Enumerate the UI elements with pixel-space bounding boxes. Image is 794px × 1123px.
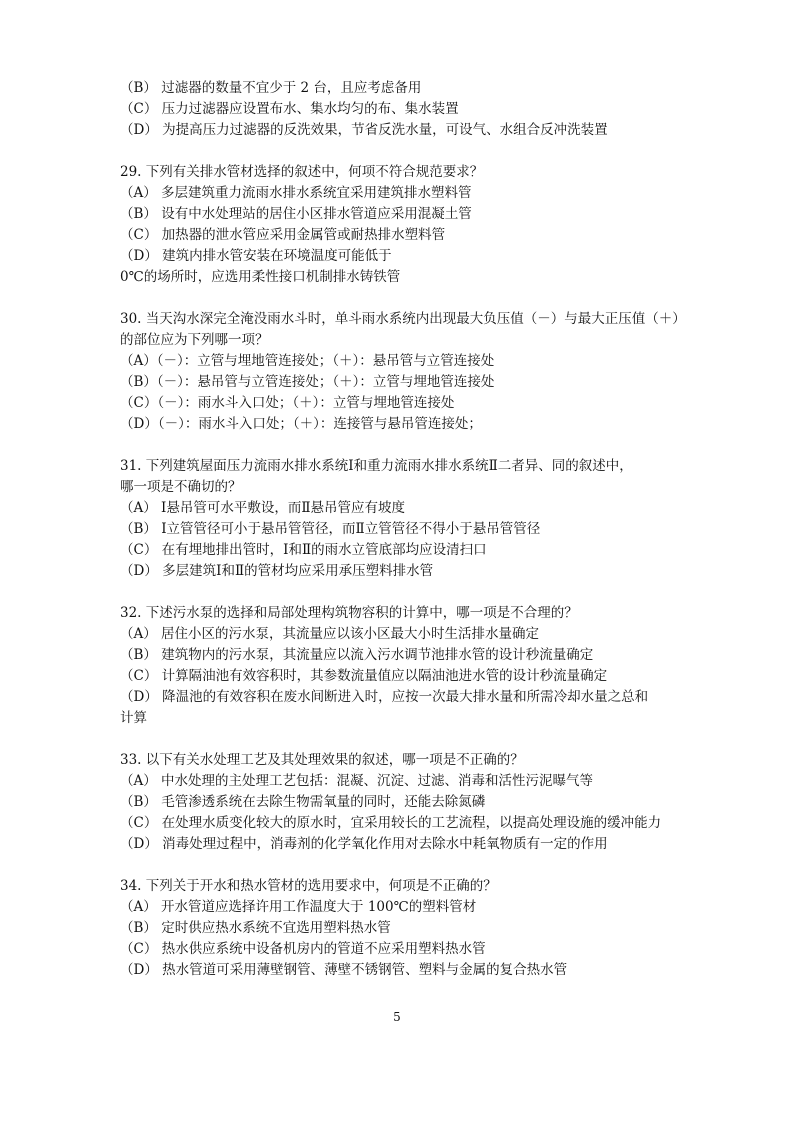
option-line: （D） 多层建筑Ⅰ和Ⅱ的管材均应采用承压塑料排水管 [120, 563, 434, 579]
question-stem: 31. 下列建筑屋面压力流雨水排水系统Ⅰ和重力流雨水排水系统Ⅱ二者异、同的叙述中， [120, 458, 633, 474]
option-line: （D） 为提高压力过滤器的反洗效果，节省反洗水量，可设气、水组合反冲洗装置 [120, 122, 608, 138]
question-30 [120, 309, 686, 435]
option-line: （D） 降温池的有效容积在废水间断进入时，应按一次最大排水量和所需冷却水量之总和 [120, 689, 649, 705]
option-line: （A）（－）：立管与埋地管连接处；（＋）：悬吊管与立管连接处 [120, 353, 495, 369]
question-34 [120, 876, 680, 981]
option-line: （B） 定时供应热水系统不宜选用塑料热水管 [120, 920, 391, 936]
continued-options [120, 78, 680, 141]
option-line: （B） 设有中水处理站的居住小区排水管道应采用混凝土管 [120, 206, 472, 222]
option-line: （A） Ⅰ悬吊管可水平敷设，而Ⅱ悬吊管应有坡度 [120, 500, 406, 516]
option-line: 计算 [120, 710, 147, 726]
page-number: 5 [393, 1010, 401, 1024]
option-line: （A） 居住小区的污水泵，其流量应以该小区最大小时生活排水量确定 [120, 626, 540, 642]
option-line: （D） 建筑内排水管安装在环境温度可能低于 [120, 248, 392, 264]
option-line: （B） Ⅰ立管管径可小于悬吊管管径，而Ⅱ立管管径不得小于悬吊管管径 [120, 521, 541, 537]
question-stem: 29. 下列有关排水管材选择的叙述中，何项不符合规范要求？ [120, 164, 484, 180]
document-page [120, 78, 686, 981]
option-line: （D） 热水管道可采用薄壁钢管、薄壁不锈钢管、塑料与金属的复合热水管 [120, 962, 568, 978]
option-line: （D） 消毒处理过程中，消毒剂的化学氧化作用对去除水中耗氧物质有一定的作用 [120, 836, 608, 852]
option-line: （B）（－）：悬吊管与立管连接处；（＋）：立管与埋地管连接处 [120, 374, 495, 390]
question-stem: 34. 下列关于开水和热水管材的选用要求中，何项是不正确的？ [120, 878, 497, 894]
question-33 [120, 750, 680, 855]
option-line: （C）（－）：雨水斗入口处；（＋）：立管与埋地管连接处 [120, 395, 455, 411]
option-line: （D）（－）：雨水斗入口处；（＋）：连接管与悬吊管连接处； [120, 416, 482, 432]
option-line: （B） 过滤器的数量不宜少于 2 台，且应考虑备用 [120, 80, 422, 96]
option-line: （A） 中水处理的主处理工艺包括：混凝、沉淀、过滤、消毒和活性污泥曝气等 [120, 773, 594, 789]
question-29 [120, 162, 680, 288]
option-line: （C） 在处理水质变化较大的原水时，宜采用较长的工艺流程，以提高处理设施的缓冲能力 [120, 815, 662, 831]
option-line: （A） 多层建筑重力流雨水排水系统宜采用建筑排水塑料管 [120, 185, 472, 201]
question-32 [120, 603, 680, 729]
question-stem: 32. 下述污水泵的选择和局部处理构筑物容积的计算中，哪一项是不合理的？ [120, 605, 578, 621]
option-line: （C） 在有埋地排出管时，Ⅰ和Ⅱ的雨水立管底部均应设清扫口 [120, 542, 487, 558]
option-line: （A） 开水管道应选择许用工作温度大于 100℃的塑料管材 [120, 899, 477, 915]
question-stem: 33. 以下有关水处理工艺及其处理效果的叙述，哪一项是不正确的？ [120, 752, 524, 768]
question-stem: 30. 当天沟水深完全淹没雨水斗时，单斗雨水系统内出现最大负压值（－）与最大正压值（＋） [120, 311, 686, 327]
question-31 [120, 456, 680, 582]
option-line: （C） 热水供应系统中设备机房内的管道不应采用塑料热水管 [120, 941, 486, 957]
option-line: （B） 建筑物内的污水泵，其流量应以流入污水调节池排水管的设计秒流量确定 [120, 647, 594, 663]
option-line: （C） 加热器的泄水管应采用金属管或耐热排水塑料管 [120, 227, 446, 243]
option-line: （C） 压力过滤器应设置布水、集水均匀的布、集水装置 [120, 101, 459, 117]
question-stem: 的部位应为下列哪一项？ [120, 332, 269, 348]
question-stem: 哪一项是不确切的？ [120, 479, 242, 495]
option-line: （B） 毛管渗透系统在去除生物需氧量的同时，还能去除氮磷 [120, 794, 486, 810]
option-line: 0℃的场所时，应选用柔性接口机制排水铸铁管 [120, 269, 401, 285]
option-line: （C） 计算隔油池有效容积时，其参数流量值应以隔油池进水管的设计秒流量确定 [120, 668, 608, 684]
